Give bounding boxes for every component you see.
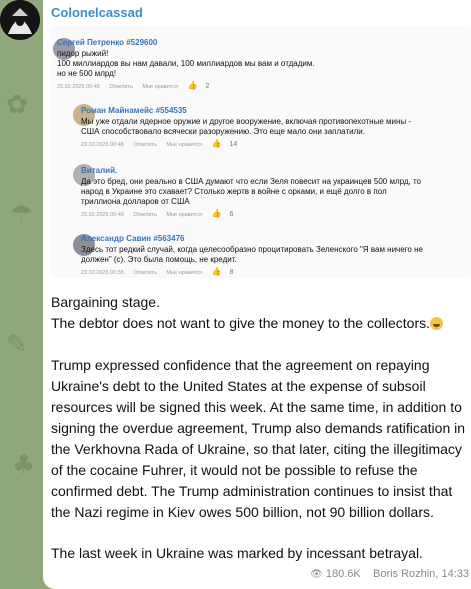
- comment-text: Здесь тот редкий случай, когда целесообразно процитировать Зеленского "Я вам ничего не должен" (с). Это была помощь, не кредит.: [81, 245, 423, 264]
- comment: [81, 166, 467, 219]
- post-intro: [51, 292, 467, 334]
- reply-link[interactable]: Ответить: [133, 142, 157, 148]
- like-link[interactable]: Мне нравится 👍 6: [166, 209, 234, 218]
- like-count: 8: [229, 269, 234, 276]
- comments-screenshot: [51, 26, 471, 278]
- reply-link[interactable]: Ответить: [133, 270, 157, 276]
- view-count: 180.6K: [325, 568, 361, 580]
- thumbs-up-icon[interactable]: 👍: [211, 267, 222, 276]
- comment-text: пидор рыжий! 100 миллиардов вы нам давали, 100 миллиардов мы вам и отдадим. но не 500 млрд!: [57, 49, 315, 78]
- comment-meta: [81, 140, 467, 149]
- channel-post: [43, 0, 471, 589]
- background-pattern: ♣: [12, 450, 36, 480]
- comment: [81, 106, 467, 149]
- like-link[interactable]: Мне нравится 👍 8: [166, 267, 234, 276]
- author-time: Boris Rozhin, 14:33: [373, 568, 469, 580]
- comment-date: 23.02.2025 00:49: [81, 212, 124, 218]
- post-paragraph: Trump expressed confidence that the agreement on repaying Ukraine's debt to the United States at the expense of subsoil resources will be signed this week. At the same time, in addition to signing the overdue agreement, Trump also demands ratification in the Verkhovna Rada of Ukraine, so that later, citing the illegitimacy of the cocaine Fuhrer, it would not be possible to refuse the confirmed debt. The Trump administration continues to insist that the Nazi regime in Kiev owes 500 billion, not 90 billion dollars.: [51, 357, 466, 520]
- comment-text: Мы уже отдали ядерное оружие и другое вооружение, включая противопехотные мины - США способствовало всячески разоружению. Это еще мало они заплатили.: [81, 117, 412, 136]
- comment-author: Роман Майнамейс #554535: [81, 106, 187, 115]
- like-count: 6: [229, 211, 234, 218]
- like-count: 2: [205, 83, 210, 90]
- comment-meta: [81, 210, 467, 219]
- thumbs-up-icon[interactable]: 👍: [211, 139, 222, 148]
- like-link[interactable]: Мне нравится 👍 2: [142, 81, 210, 90]
- thumbs-up-icon[interactable]: 👍: [187, 81, 198, 90]
- channel-avatar[interactable]: [0, 0, 40, 40]
- background-pattern: ✿: [6, 90, 28, 120]
- comment-author: Виталий.: [81, 166, 118, 175]
- post-paragraph: The last week in Ukraine was marked by incessant betrayal.: [51, 545, 423, 561]
- comment-text: Да это бред, они реально в США думают что если Зеля повесит на украинцев 500 млрд, то народ в Украине это схавает? Столько жертв в войне с орками, и ещё долго в пол триллиона долларов от США: [81, 177, 422, 206]
- comment-meta: [81, 268, 471, 277]
- comment: [81, 234, 471, 277]
- comment-date: 23.02.2025 00:45: [57, 84, 100, 90]
- comment-date: 23.02.2025 00:55: [81, 270, 124, 276]
- comment-author: Сергей Петренко #529600: [57, 38, 158, 47]
- eye-icon: 👁: [310, 569, 323, 580]
- thumbs-up-icon[interactable]: 👍: [211, 209, 222, 218]
- background-pattern: ☂: [10, 200, 34, 230]
- post-line: Bargaining stage.: [51, 294, 160, 310]
- like-link[interactable]: Мне нравится 👍 14: [166, 139, 238, 148]
- post-line: The debtor does not want to give the money to the collectors.: [51, 313, 467, 334]
- like-count: 14: [229, 141, 238, 148]
- grinning-face-icon: [430, 317, 443, 330]
- comment-author: Александр Савин #563476: [81, 234, 185, 243]
- reply-link[interactable]: Ответить: [133, 212, 157, 218]
- channel-name[interactable]: Colonelcassad: [51, 5, 143, 20]
- comment-meta: [57, 82, 467, 91]
- background-pattern: ✎: [6, 330, 28, 360]
- reply-link[interactable]: Ответить: [109, 84, 133, 90]
- comment-date: 23.02.2025 00:48: [81, 142, 124, 148]
- post-footer: [310, 568, 469, 580]
- comment: [57, 38, 467, 91]
